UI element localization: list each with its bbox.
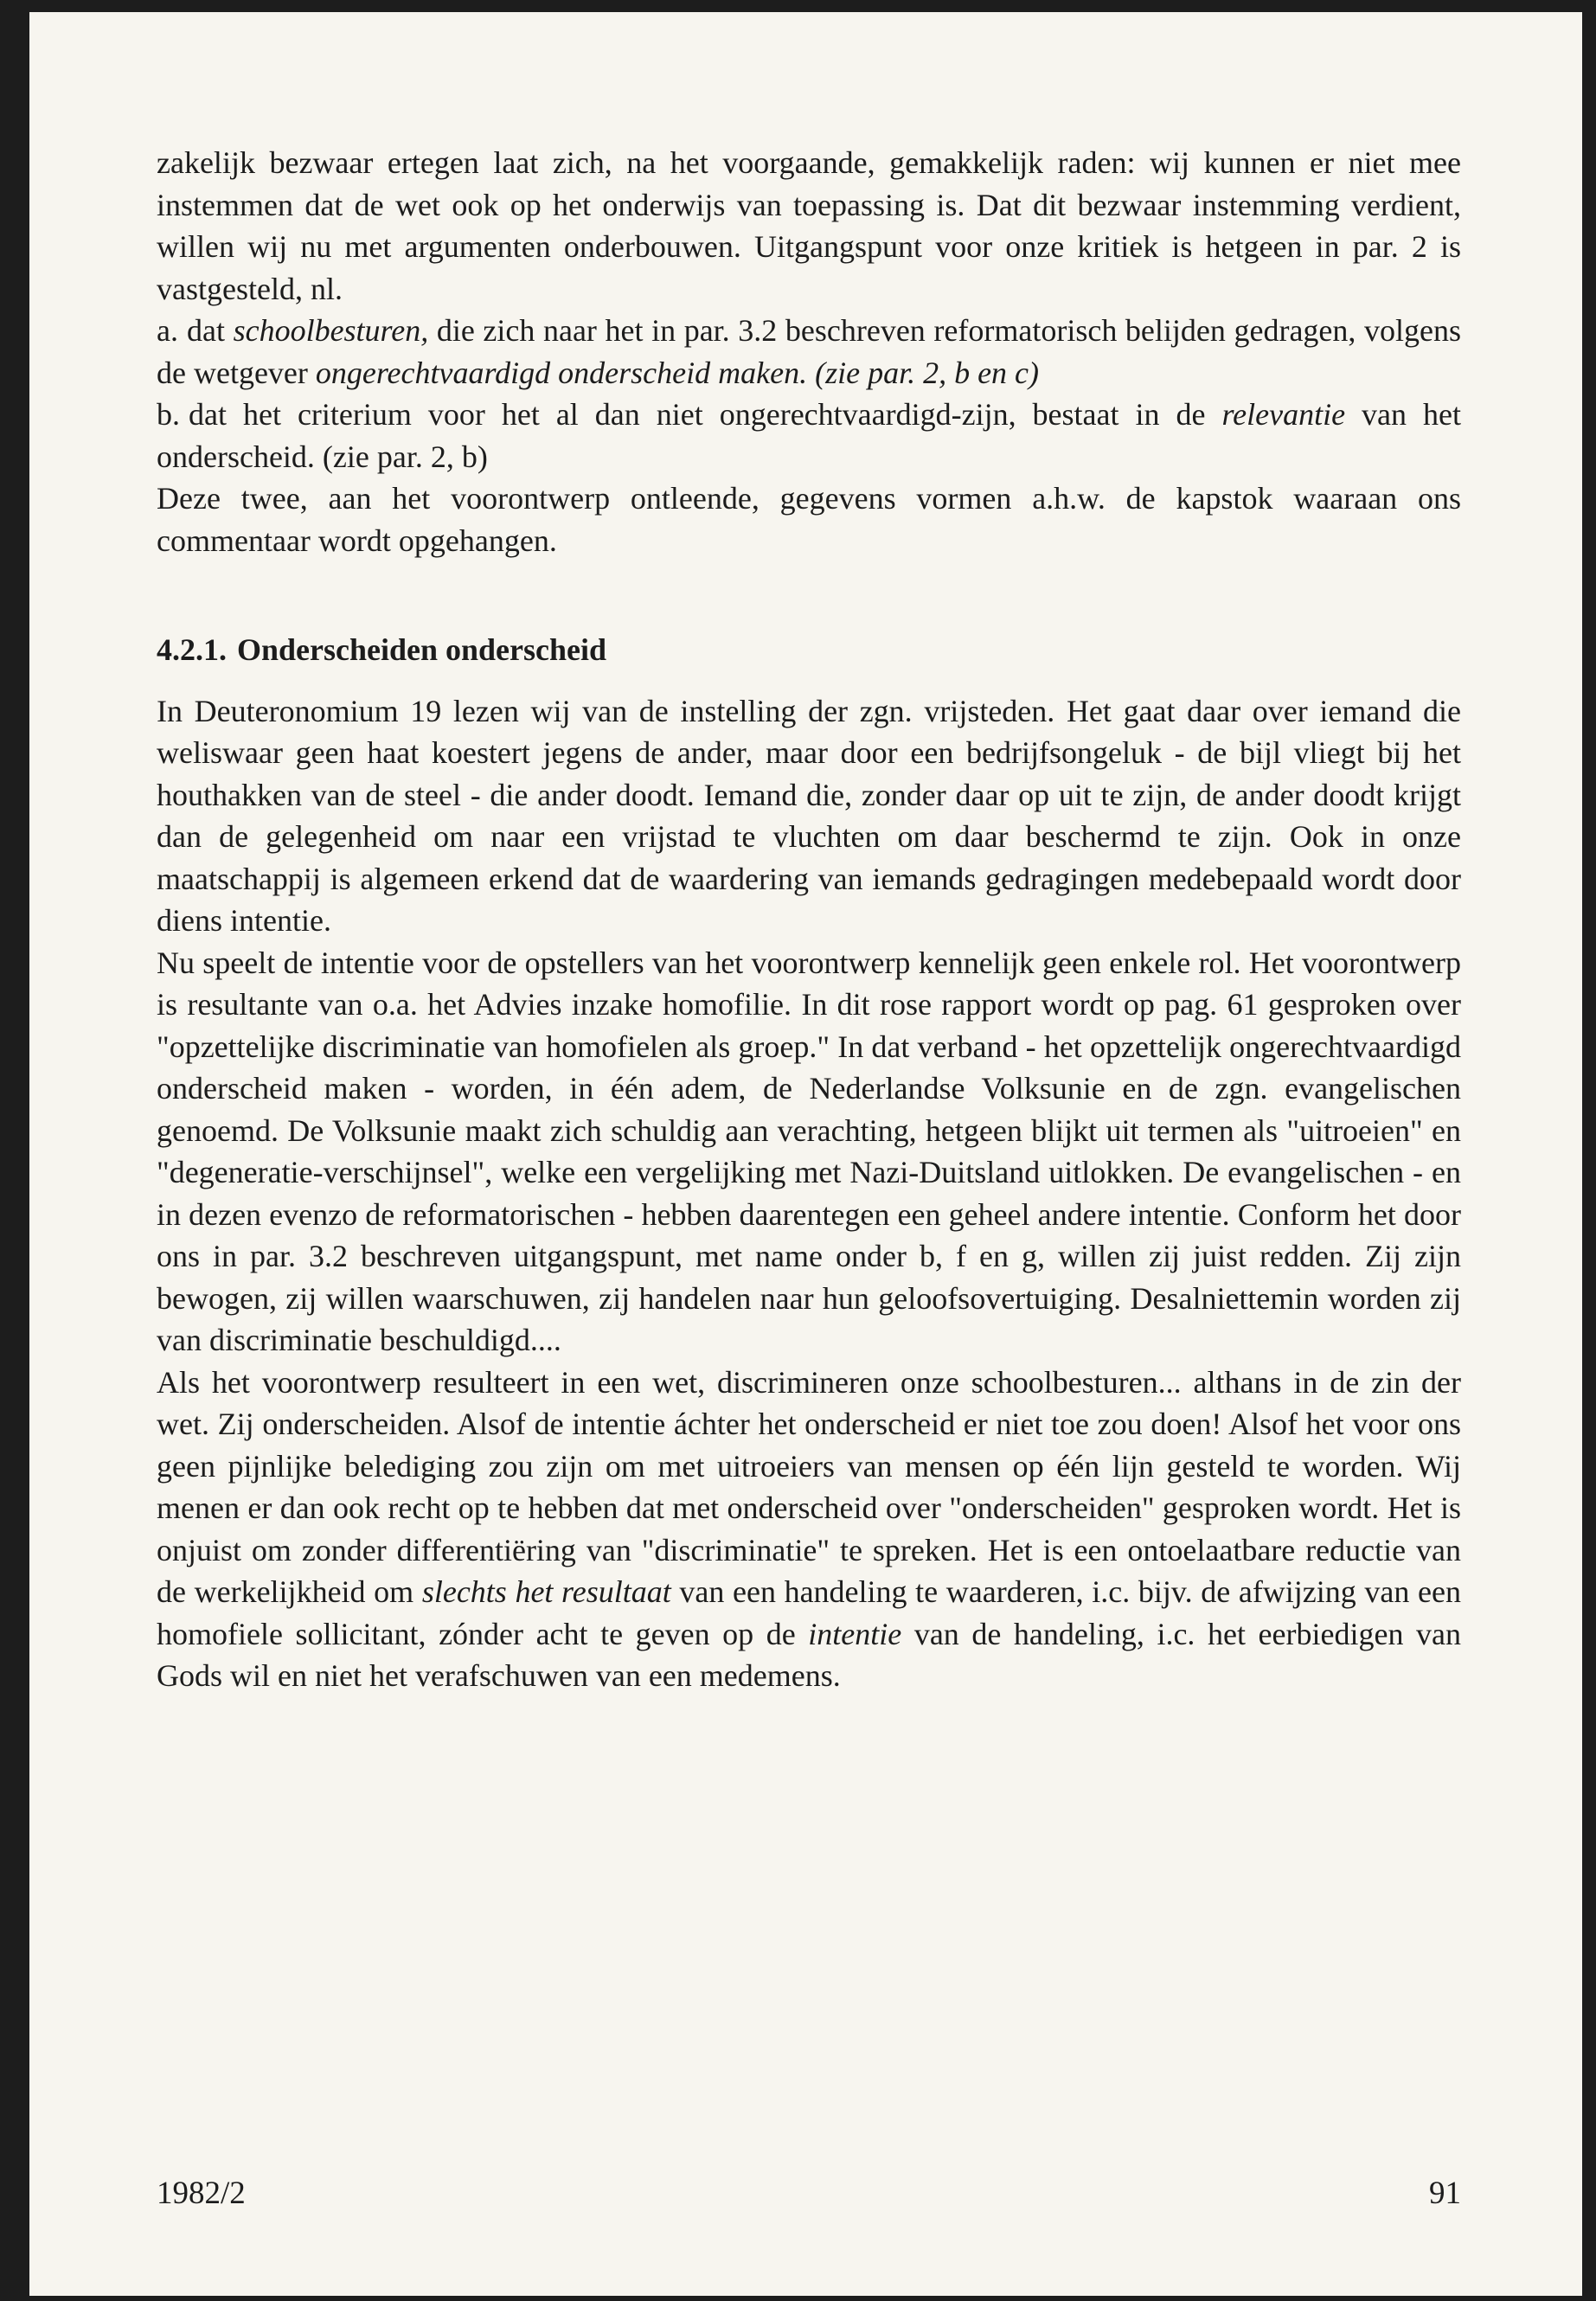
list-item-a: [157, 310, 1461, 394]
paragraph-text: Als het voorontwerp resulteert in een wet, discrimineren onze schoolbesturen... althans in de zin der wet. Zij onderscheiden. Alsof de intentie áchter het onderscheid er niet toe zou doen! Alsof het voor ons geen pijnlijke belediging zou zijn om met uitroeiers van mensen op één lijn gesteld te worden. Wij menen er dan ook recht op te hebben dat met onderscheid over "onderscheiden" gesproken wordt. Het is onjuist om zonder differentiëring van "discriminatie" te spreken. Het is een ontoelaatbare reductie van de werkelijkheid om: [157, 1364, 1461, 1609]
issue-number: 1982/2: [157, 2176, 246, 2211]
emphasis-text: intentie: [808, 1616, 902, 1651]
section-heading: [157, 629, 1461, 671]
list-item-text: dat: [186, 313, 234, 348]
body-paragraph-1: In Deuteronomium 19 lezen wij van de instelling der zgn. vrijsteden. Het gaat daar over iemand die weliswaar geen haat koestert jegens de ander, maar door een bedrijfsongeluk - de bijl vliegt bij het houthakken van de steel - die ander doodt. Iemand die, zonder daar op uit te zijn, de ander doodt krijgt dan de gelegenheid om naar een vrijstad te vluchten om daar beschermd te zijn. Ook in onze maatschappij is algemeen erkend dat de waardering van iemands gedragingen medebepaald wordt door diens intentie.: [157, 693, 1461, 938]
section-number: 4.2.1.: [157, 632, 227, 667]
emphasis-text: slechts het resultaat: [421, 1574, 671, 1609]
list-item-text: dat het criterium voor het al dan niet ongerechtvaardigd-zijn, bestaat in de: [189, 397, 1222, 432]
intro-paragraph: zakelijk bezwaar ertegen laat zich, na het voorgaande, gemakkelijk raden: wij kunnen er niet mee instemmen dat de wet ook op het onderwijs van toepassing is. Dat dit bezwaar instemming verdient, willen wij nu met argumenten onderbouwen. Uitgangspunt voor onze kritiek is hetgeen in par. 2 is vastgesteld, nl.: [157, 145, 1461, 306]
list-item-label: a.: [157, 313, 178, 348]
intro-closing-paragraph: Deze twee, aan het voorontwerp ontleende, gegevens vormen a.h.w. de kapstok waaraan ons commentaar wordt opgehangen.: [157, 481, 1461, 558]
list-item-b: [157, 394, 1461, 478]
paragraph-text: van een handeling te waarderen, i.c. bijv. de afwijzing van een homofiele sollicitant, zónder acht te geven op de: [157, 1574, 1461, 1651]
body-paragraph-3: [157, 1362, 1461, 1697]
emphasis-text: ongerechtvaardigd onderscheid maken. (zie par. 2, b en c): [315, 355, 1040, 390]
text-column: [157, 142, 1461, 1697]
section-title: Onderscheiden onderscheid: [237, 632, 607, 667]
emphasis-text: relevantie: [1221, 397, 1346, 432]
emphasis-text: schoolbesturen,: [233, 313, 429, 348]
list-item-text: die zich naar het in par. 3.2 beschreven reformatorisch belijden gedragen, volgens de wetgever: [157, 313, 1462, 390]
list-item-label: b.: [157, 397, 180, 432]
body-paragraph-2: Nu speelt de intentie voor de opstellers van het voorontwerp kennelijk geen enkele rol. Het voorontwerp is resultante van o.a. het Advies inzake homofilie. In dit rose rapport wordt op pag. 61 gesproken over "opzettelijke discriminatie van homofielen als groep." In dat verband - het opzettelijk ongerechtvaardigd onderscheid maken - worden, in één adem, de Nederlandse Volksunie en de zgn. evangelischen genoemd. De Volksunie maakt zich schuldig aan verachting, hetgeen blijkt uit termen als "uitroeien" en "degeneratie-verschijnsel", welke een vergelijking met Nazi-Duitsland uitlokken. De evangelischen - en in dezen evenzo de reformatorischen - hebben daarentegen een geheel andere intentie. Conform het door ons in par. 3.2 beschreven uitgangspunt, met name onder b, f en g, willen zij juist redden. Zij zijn bewogen, zij willen waarschuwen, zij handelen naar hun geloofsovertuiging. Desalniettemin worden zij van discriminatie beschuldigd....: [157, 945, 1461, 1357]
list-item-text: van het onderscheid. (zie par. 2, b): [157, 397, 1461, 474]
paragraph-text: van de handeling, i.c. het eerbiedigen van Gods wil en niet het verafschuwen van een medemens.: [157, 1616, 1462, 1693]
document-page: [29, 12, 1582, 2296]
page-number: 91: [1429, 2176, 1461, 2211]
